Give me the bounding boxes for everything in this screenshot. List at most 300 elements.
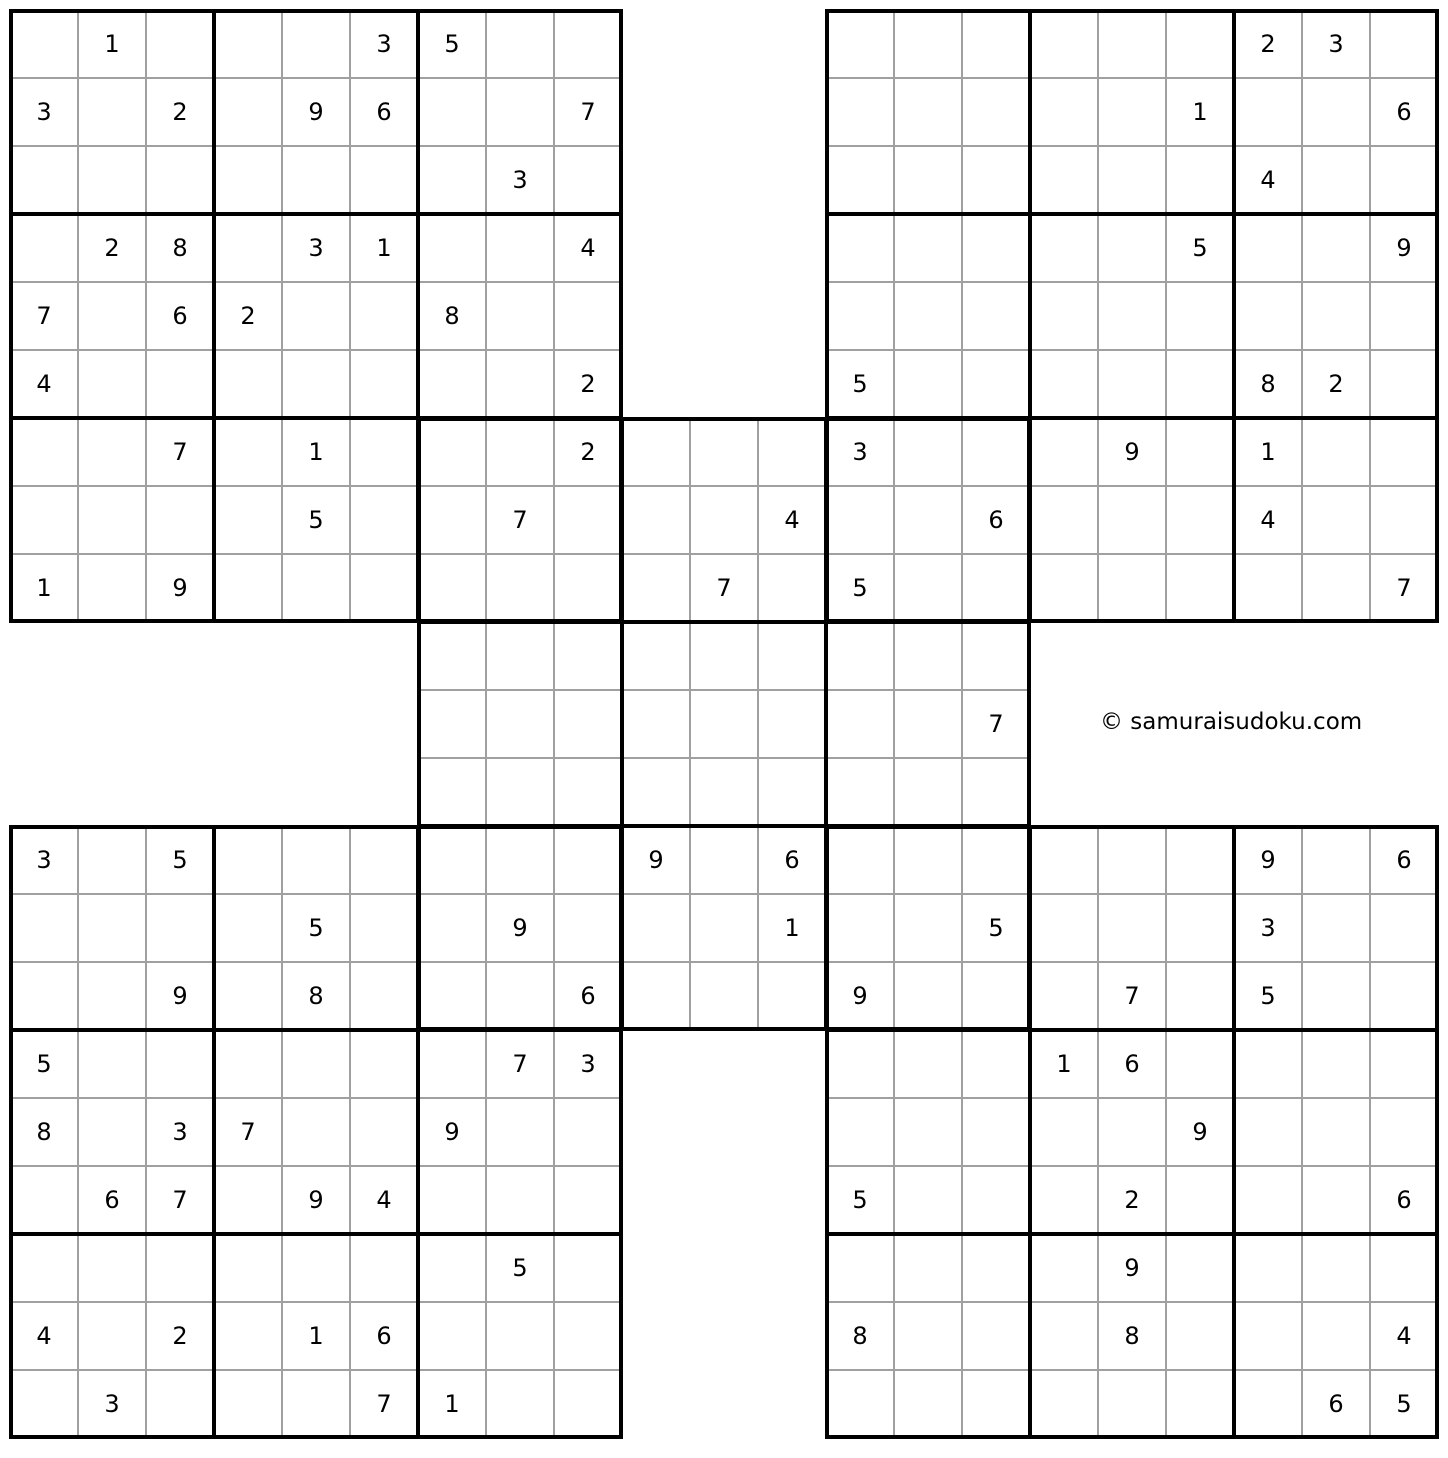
sudoku-cell[interactable] xyxy=(350,894,418,962)
sudoku-cell[interactable] xyxy=(78,486,146,554)
sudoku-cell[interactable] xyxy=(1302,894,1370,962)
sudoku-cell[interactable] xyxy=(1302,214,1370,282)
sudoku-cell[interactable] xyxy=(1166,350,1234,418)
sudoku-cell[interactable] xyxy=(350,554,418,622)
sudoku-cell[interactable] xyxy=(214,350,282,418)
sudoku-cell[interactable] xyxy=(962,78,1030,146)
sudoku-cell[interactable]: 9 xyxy=(418,1098,486,1166)
sudoku-cell[interactable] xyxy=(894,690,962,758)
sudoku-cell[interactable] xyxy=(1234,78,1302,146)
sudoku-cell[interactable] xyxy=(418,350,486,418)
sudoku-cell[interactable] xyxy=(1030,962,1098,1030)
sudoku-cell[interactable] xyxy=(1098,146,1166,214)
sudoku-cell[interactable]: 5 xyxy=(418,10,486,78)
sudoku-cell[interactable] xyxy=(1234,1098,1302,1166)
sudoku-cell[interactable] xyxy=(826,214,894,282)
sudoku-cell[interactable] xyxy=(1030,826,1098,894)
sudoku-cell[interactable]: 2 xyxy=(1302,350,1370,418)
sudoku-cell[interactable] xyxy=(1302,1302,1370,1370)
sudoku-cell[interactable]: 9 xyxy=(146,554,214,622)
sudoku-cell[interactable] xyxy=(282,146,350,214)
sudoku-cell[interactable] xyxy=(894,894,962,962)
sudoku-cell[interactable]: 2 xyxy=(1098,1166,1166,1234)
sudoku-cell[interactable] xyxy=(554,10,622,78)
sudoku-cell[interactable] xyxy=(758,622,826,690)
sudoku-cell[interactable] xyxy=(486,350,554,418)
sudoku-cell[interactable] xyxy=(1302,1030,1370,1098)
sudoku-cell[interactable] xyxy=(894,282,962,350)
sudoku-cell[interactable]: 4 xyxy=(554,214,622,282)
sudoku-cell[interactable]: 4 xyxy=(758,486,826,554)
sudoku-cell[interactable]: 1 xyxy=(758,894,826,962)
sudoku-cell[interactable]: 7 xyxy=(214,1098,282,1166)
sudoku-cell[interactable]: 5 xyxy=(826,1166,894,1234)
sudoku-cell[interactable] xyxy=(1302,78,1370,146)
sudoku-cell[interactable]: 3 xyxy=(10,78,78,146)
sudoku-cell[interactable] xyxy=(1098,1098,1166,1166)
sudoku-cell[interactable] xyxy=(486,622,554,690)
sudoku-cell[interactable] xyxy=(962,1234,1030,1302)
sudoku-cell[interactable]: 7 xyxy=(486,486,554,554)
sudoku-cell[interactable]: 6 xyxy=(758,826,826,894)
sudoku-cell[interactable]: 2 xyxy=(214,282,282,350)
sudoku-cell[interactable] xyxy=(826,146,894,214)
sudoku-cell[interactable]: 8 xyxy=(418,282,486,350)
sudoku-cell[interactable] xyxy=(1030,350,1098,418)
sudoku-cell[interactable] xyxy=(1098,78,1166,146)
sudoku-cell[interactable] xyxy=(214,10,282,78)
sudoku-cell[interactable] xyxy=(894,1030,962,1098)
sudoku-cell[interactable] xyxy=(78,894,146,962)
sudoku-cell[interactable] xyxy=(10,962,78,1030)
sudoku-cell[interactable] xyxy=(1370,350,1438,418)
sudoku-cell[interactable] xyxy=(826,1370,894,1438)
sudoku-cell[interactable] xyxy=(10,1166,78,1234)
sudoku-cell[interactable] xyxy=(1234,1370,1302,1438)
sudoku-cell[interactable] xyxy=(1098,894,1166,962)
sudoku-cell[interactable]: 7 xyxy=(146,418,214,486)
sudoku-cell[interactable] xyxy=(690,894,758,962)
sudoku-cell[interactable] xyxy=(282,1030,350,1098)
sudoku-cell[interactable] xyxy=(486,690,554,758)
sudoku-cell[interactable] xyxy=(554,1166,622,1234)
sudoku-cell[interactable] xyxy=(622,690,690,758)
sudoku-cell[interactable]: 7 xyxy=(10,282,78,350)
sudoku-cell[interactable] xyxy=(1166,146,1234,214)
sudoku-cell[interactable] xyxy=(962,622,1030,690)
sudoku-cell[interactable]: 8 xyxy=(1098,1302,1166,1370)
sudoku-cell[interactable]: 1 xyxy=(78,10,146,78)
sudoku-cell[interactable] xyxy=(418,78,486,146)
sudoku-cell[interactable] xyxy=(10,214,78,282)
sudoku-cell[interactable]: 5 xyxy=(826,350,894,418)
sudoku-cell[interactable] xyxy=(1030,1234,1098,1302)
sudoku-cell[interactable] xyxy=(418,146,486,214)
sudoku-cell[interactable] xyxy=(214,1234,282,1302)
sudoku-cell[interactable] xyxy=(1166,282,1234,350)
sudoku-cell[interactable] xyxy=(826,758,894,826)
sudoku-cell[interactable] xyxy=(418,486,486,554)
sudoku-cell[interactable] xyxy=(758,758,826,826)
sudoku-cell[interactable]: 6 xyxy=(350,1302,418,1370)
sudoku-cell[interactable]: 4 xyxy=(1234,486,1302,554)
sudoku-cell[interactable]: 9 xyxy=(1098,418,1166,486)
sudoku-cell[interactable] xyxy=(486,1166,554,1234)
sudoku-cell[interactable]: 8 xyxy=(826,1302,894,1370)
sudoku-cell[interactable] xyxy=(554,1370,622,1438)
sudoku-cell[interactable] xyxy=(486,962,554,1030)
sudoku-cell[interactable] xyxy=(78,350,146,418)
sudoku-cell[interactable] xyxy=(826,1098,894,1166)
sudoku-cell[interactable] xyxy=(486,282,554,350)
sudoku-cell[interactable] xyxy=(1166,1234,1234,1302)
sudoku-cell[interactable] xyxy=(894,758,962,826)
sudoku-cell[interactable] xyxy=(962,554,1030,622)
sudoku-cell[interactable]: 1 xyxy=(1166,78,1234,146)
sudoku-cell[interactable] xyxy=(1302,418,1370,486)
sudoku-cell[interactable]: 3 xyxy=(486,146,554,214)
sudoku-cell[interactable] xyxy=(554,554,622,622)
sudoku-cell[interactable] xyxy=(214,418,282,486)
sudoku-cell[interactable] xyxy=(214,486,282,554)
sudoku-cell[interactable]: 8 xyxy=(10,1098,78,1166)
sudoku-cell[interactable] xyxy=(962,10,1030,78)
sudoku-cell[interactable] xyxy=(78,1030,146,1098)
sudoku-cell[interactable] xyxy=(554,622,622,690)
sudoku-cell[interactable] xyxy=(418,418,486,486)
sudoku-cell[interactable] xyxy=(1234,282,1302,350)
sudoku-cell[interactable] xyxy=(826,78,894,146)
sudoku-cell[interactable]: 9 xyxy=(1166,1098,1234,1166)
sudoku-cell[interactable] xyxy=(690,486,758,554)
sudoku-cell[interactable]: 5 xyxy=(962,894,1030,962)
sudoku-cell[interactable] xyxy=(1234,1166,1302,1234)
sudoku-cell[interactable] xyxy=(758,418,826,486)
sudoku-cell[interactable]: 5 xyxy=(486,1234,554,1302)
sudoku-cell[interactable] xyxy=(350,1098,418,1166)
sudoku-cell[interactable]: 3 xyxy=(1302,10,1370,78)
sudoku-cell[interactable] xyxy=(1030,10,1098,78)
sudoku-cell[interactable]: 3 xyxy=(1234,894,1302,962)
sudoku-cell[interactable] xyxy=(962,146,1030,214)
sudoku-cell[interactable] xyxy=(894,146,962,214)
sudoku-cell[interactable] xyxy=(78,78,146,146)
sudoku-cell[interactable] xyxy=(1370,1098,1438,1166)
sudoku-cell[interactable]: 7 xyxy=(554,78,622,146)
sudoku-cell[interactable] xyxy=(894,1234,962,1302)
sudoku-cell[interactable] xyxy=(1098,10,1166,78)
sudoku-cell[interactable] xyxy=(962,1098,1030,1166)
sudoku-cell[interactable] xyxy=(10,146,78,214)
sudoku-cell[interactable] xyxy=(1098,350,1166,418)
sudoku-cell[interactable] xyxy=(758,962,826,1030)
sudoku-cell[interactable] xyxy=(486,826,554,894)
sudoku-cell[interactable]: 7 xyxy=(1370,554,1438,622)
sudoku-cell[interactable]: 9 xyxy=(146,962,214,1030)
sudoku-cell[interactable] xyxy=(146,1030,214,1098)
sudoku-cell[interactable]: 5 xyxy=(146,826,214,894)
sudoku-cell[interactable]: 3 xyxy=(554,1030,622,1098)
sudoku-cell[interactable] xyxy=(1098,826,1166,894)
sudoku-cell[interactable]: 6 xyxy=(146,282,214,350)
sudoku-cell[interactable] xyxy=(1370,146,1438,214)
sudoku-cell[interactable] xyxy=(1234,1030,1302,1098)
sudoku-cell[interactable] xyxy=(350,1234,418,1302)
sudoku-cell[interactable] xyxy=(282,1098,350,1166)
sudoku-cell[interactable]: 5 xyxy=(826,554,894,622)
sudoku-cell[interactable] xyxy=(1370,282,1438,350)
sudoku-cell[interactable]: 5 xyxy=(10,1030,78,1098)
sudoku-cell[interactable] xyxy=(78,1302,146,1370)
sudoku-cell[interactable] xyxy=(214,962,282,1030)
sudoku-cell[interactable] xyxy=(894,1302,962,1370)
sudoku-cell[interactable] xyxy=(962,1302,1030,1370)
sudoku-cell[interactable] xyxy=(486,758,554,826)
sudoku-cell[interactable] xyxy=(418,1234,486,1302)
sudoku-cell[interactable] xyxy=(894,1166,962,1234)
sudoku-cell[interactable]: 7 xyxy=(1098,962,1166,1030)
sudoku-cell[interactable]: 6 xyxy=(78,1166,146,1234)
sudoku-cell[interactable] xyxy=(1166,1166,1234,1234)
sudoku-cell[interactable]: 4 xyxy=(10,1302,78,1370)
sudoku-cell[interactable]: 2 xyxy=(554,418,622,486)
sudoku-cell[interactable]: 9 xyxy=(1098,1234,1166,1302)
sudoku-cell[interactable] xyxy=(282,1370,350,1438)
sudoku-cell[interactable] xyxy=(1098,486,1166,554)
sudoku-cell[interactable]: 1 xyxy=(10,554,78,622)
sudoku-cell[interactable] xyxy=(622,554,690,622)
sudoku-cell[interactable] xyxy=(486,554,554,622)
sudoku-cell[interactable] xyxy=(350,826,418,894)
sudoku-cell[interactable] xyxy=(962,1030,1030,1098)
sudoku-cell[interactable] xyxy=(690,690,758,758)
sudoku-cell[interactable] xyxy=(1030,894,1098,962)
sudoku-cell[interactable] xyxy=(146,146,214,214)
sudoku-cell[interactable] xyxy=(962,962,1030,1030)
sudoku-cell[interactable]: 6 xyxy=(554,962,622,1030)
sudoku-cell[interactable] xyxy=(1370,894,1438,962)
sudoku-cell[interactable] xyxy=(1234,1234,1302,1302)
sudoku-cell[interactable] xyxy=(486,10,554,78)
sudoku-cell[interactable] xyxy=(214,78,282,146)
sudoku-cell[interactable]: 1 xyxy=(282,1302,350,1370)
sudoku-cell[interactable]: 9 xyxy=(826,962,894,1030)
sudoku-cell[interactable]: 2 xyxy=(146,78,214,146)
sudoku-cell[interactable] xyxy=(894,78,962,146)
sudoku-cell[interactable]: 9 xyxy=(282,78,350,146)
sudoku-cell[interactable] xyxy=(1302,1234,1370,1302)
sudoku-cell[interactable]: 7 xyxy=(350,1370,418,1438)
sudoku-cell[interactable] xyxy=(1166,418,1234,486)
sudoku-cell[interactable] xyxy=(282,350,350,418)
sudoku-cell[interactable] xyxy=(826,1234,894,1302)
sudoku-cell[interactable] xyxy=(10,418,78,486)
sudoku-cell[interactable] xyxy=(690,826,758,894)
sudoku-cell[interactable] xyxy=(554,282,622,350)
sudoku-cell[interactable] xyxy=(1370,486,1438,554)
sudoku-cell[interactable]: 5 xyxy=(1234,962,1302,1030)
sudoku-cell[interactable] xyxy=(690,418,758,486)
sudoku-cell[interactable] xyxy=(554,486,622,554)
sudoku-cell[interactable] xyxy=(894,10,962,78)
sudoku-cell[interactable]: 6 xyxy=(962,486,1030,554)
sudoku-cell[interactable] xyxy=(1030,78,1098,146)
sudoku-cell[interactable]: 8 xyxy=(282,962,350,1030)
sudoku-cell[interactable] xyxy=(622,962,690,1030)
sudoku-cell[interactable] xyxy=(214,1030,282,1098)
sudoku-cell[interactable] xyxy=(1030,486,1098,554)
sudoku-cell[interactable] xyxy=(214,554,282,622)
sudoku-cell[interactable] xyxy=(418,1302,486,1370)
sudoku-cell[interactable] xyxy=(418,894,486,962)
sudoku-cell[interactable] xyxy=(1302,282,1370,350)
sudoku-cell[interactable]: 6 xyxy=(1370,826,1438,894)
sudoku-cell[interactable]: 2 xyxy=(78,214,146,282)
sudoku-cell[interactable] xyxy=(1166,1030,1234,1098)
sudoku-cell[interactable]: 3 xyxy=(826,418,894,486)
sudoku-cell[interactable] xyxy=(1302,146,1370,214)
sudoku-cell[interactable]: 3 xyxy=(146,1098,214,1166)
sudoku-cell[interactable] xyxy=(1166,10,1234,78)
sudoku-cell[interactable] xyxy=(78,418,146,486)
sudoku-cell[interactable] xyxy=(146,486,214,554)
sudoku-cell[interactable] xyxy=(554,1302,622,1370)
sudoku-cell[interactable] xyxy=(1030,146,1098,214)
sudoku-cell[interactable] xyxy=(1030,214,1098,282)
sudoku-cell[interactable] xyxy=(214,1166,282,1234)
sudoku-cell[interactable] xyxy=(214,214,282,282)
sudoku-cell[interactable] xyxy=(1234,1302,1302,1370)
sudoku-cell[interactable] xyxy=(962,418,1030,486)
sudoku-cell[interactable] xyxy=(78,962,146,1030)
sudoku-cell[interactable] xyxy=(486,418,554,486)
sudoku-cell[interactable]: 5 xyxy=(1370,1370,1438,1438)
sudoku-cell[interactable]: 1 xyxy=(1030,1030,1098,1098)
sudoku-cell[interactable]: 6 xyxy=(350,78,418,146)
sudoku-cell[interactable] xyxy=(962,282,1030,350)
sudoku-cell[interactable] xyxy=(350,486,418,554)
sudoku-cell[interactable]: 5 xyxy=(282,486,350,554)
sudoku-cell[interactable] xyxy=(146,894,214,962)
sudoku-cell[interactable] xyxy=(350,282,418,350)
sudoku-cell[interactable] xyxy=(78,1098,146,1166)
sudoku-cell[interactable] xyxy=(282,1234,350,1302)
sudoku-cell[interactable] xyxy=(1098,214,1166,282)
sudoku-cell[interactable]: 1 xyxy=(1234,418,1302,486)
sudoku-cell[interactable] xyxy=(826,826,894,894)
sudoku-cell[interactable] xyxy=(282,282,350,350)
sudoku-cell[interactable] xyxy=(418,1030,486,1098)
sudoku-cell[interactable] xyxy=(622,486,690,554)
sudoku-cell[interactable] xyxy=(1234,554,1302,622)
sudoku-cell[interactable] xyxy=(78,554,146,622)
sudoku-cell[interactable] xyxy=(1030,282,1098,350)
sudoku-cell[interactable] xyxy=(10,894,78,962)
sudoku-cell[interactable] xyxy=(962,1370,1030,1438)
sudoku-cell[interactable]: 9 xyxy=(486,894,554,962)
sudoku-cell[interactable] xyxy=(1166,554,1234,622)
sudoku-cell[interactable]: 2 xyxy=(554,350,622,418)
sudoku-cell[interactable] xyxy=(1302,826,1370,894)
sudoku-cell[interactable] xyxy=(826,10,894,78)
sudoku-cell[interactable]: 9 xyxy=(282,1166,350,1234)
sudoku-cell[interactable] xyxy=(282,826,350,894)
sudoku-cell[interactable]: 4 xyxy=(1234,146,1302,214)
sudoku-cell[interactable] xyxy=(1234,214,1302,282)
sudoku-cell[interactable] xyxy=(486,1302,554,1370)
sudoku-cell[interactable] xyxy=(350,350,418,418)
sudoku-cell[interactable] xyxy=(554,826,622,894)
sudoku-cell[interactable] xyxy=(1166,962,1234,1030)
sudoku-cell[interactable] xyxy=(214,826,282,894)
sudoku-cell[interactable] xyxy=(1030,1166,1098,1234)
sudoku-cell[interactable] xyxy=(350,1030,418,1098)
sudoku-cell[interactable] xyxy=(758,554,826,622)
sudoku-cell[interactable] xyxy=(894,486,962,554)
sudoku-cell[interactable]: 3 xyxy=(350,10,418,78)
sudoku-cell[interactable] xyxy=(418,214,486,282)
sudoku-cell[interactable] xyxy=(554,1234,622,1302)
sudoku-cell[interactable]: 4 xyxy=(1370,1302,1438,1370)
sudoku-cell[interactable] xyxy=(894,214,962,282)
sudoku-cell[interactable] xyxy=(418,554,486,622)
sudoku-cell[interactable] xyxy=(826,894,894,962)
sudoku-cell[interactable] xyxy=(894,1370,962,1438)
sudoku-cell[interactable]: 5 xyxy=(1166,214,1234,282)
sudoku-cell[interactable] xyxy=(78,1234,146,1302)
sudoku-cell[interactable] xyxy=(1098,1370,1166,1438)
sudoku-cell[interactable] xyxy=(1302,554,1370,622)
sudoku-cell[interactable]: 7 xyxy=(146,1166,214,1234)
sudoku-cell[interactable] xyxy=(962,1166,1030,1234)
sudoku-cell[interactable] xyxy=(1030,418,1098,486)
sudoku-cell[interactable] xyxy=(826,1030,894,1098)
sudoku-cell[interactable] xyxy=(962,350,1030,418)
sudoku-cell[interactable] xyxy=(622,418,690,486)
sudoku-cell[interactable] xyxy=(1098,282,1166,350)
sudoku-cell[interactable]: 7 xyxy=(962,690,1030,758)
sudoku-cell[interactable] xyxy=(10,1370,78,1438)
sudoku-cell[interactable] xyxy=(146,350,214,418)
sudoku-cell[interactable] xyxy=(214,1302,282,1370)
sudoku-cell[interactable]: 3 xyxy=(10,826,78,894)
sudoku-cell[interactable] xyxy=(690,962,758,1030)
sudoku-cell[interactable]: 7 xyxy=(486,1030,554,1098)
sudoku-cell[interactable] xyxy=(894,554,962,622)
sudoku-cell[interactable]: 7 xyxy=(690,554,758,622)
sudoku-cell[interactable]: 9 xyxy=(1370,214,1438,282)
sudoku-cell[interactable] xyxy=(418,1166,486,1234)
sudoku-cell[interactable]: 2 xyxy=(146,1302,214,1370)
sudoku-cell[interactable] xyxy=(418,826,486,894)
sudoku-cell[interactable] xyxy=(826,690,894,758)
sudoku-cell[interactable] xyxy=(418,690,486,758)
sudoku-cell[interactable]: 6 xyxy=(1302,1370,1370,1438)
sudoku-cell[interactable] xyxy=(1166,826,1234,894)
sudoku-cell[interactable] xyxy=(894,1098,962,1166)
sudoku-cell[interactable] xyxy=(282,554,350,622)
sudoku-cell[interactable]: 6 xyxy=(1370,78,1438,146)
sudoku-cell[interactable]: 4 xyxy=(10,350,78,418)
sudoku-cell[interactable] xyxy=(554,690,622,758)
sudoku-cell[interactable] xyxy=(146,1370,214,1438)
sudoku-cell[interactable] xyxy=(554,894,622,962)
sudoku-cell[interactable] xyxy=(486,1098,554,1166)
sudoku-cell[interactable] xyxy=(894,418,962,486)
sudoku-cell[interactable] xyxy=(826,622,894,690)
sudoku-cell[interactable] xyxy=(1166,894,1234,962)
sudoku-cell[interactable] xyxy=(1302,486,1370,554)
